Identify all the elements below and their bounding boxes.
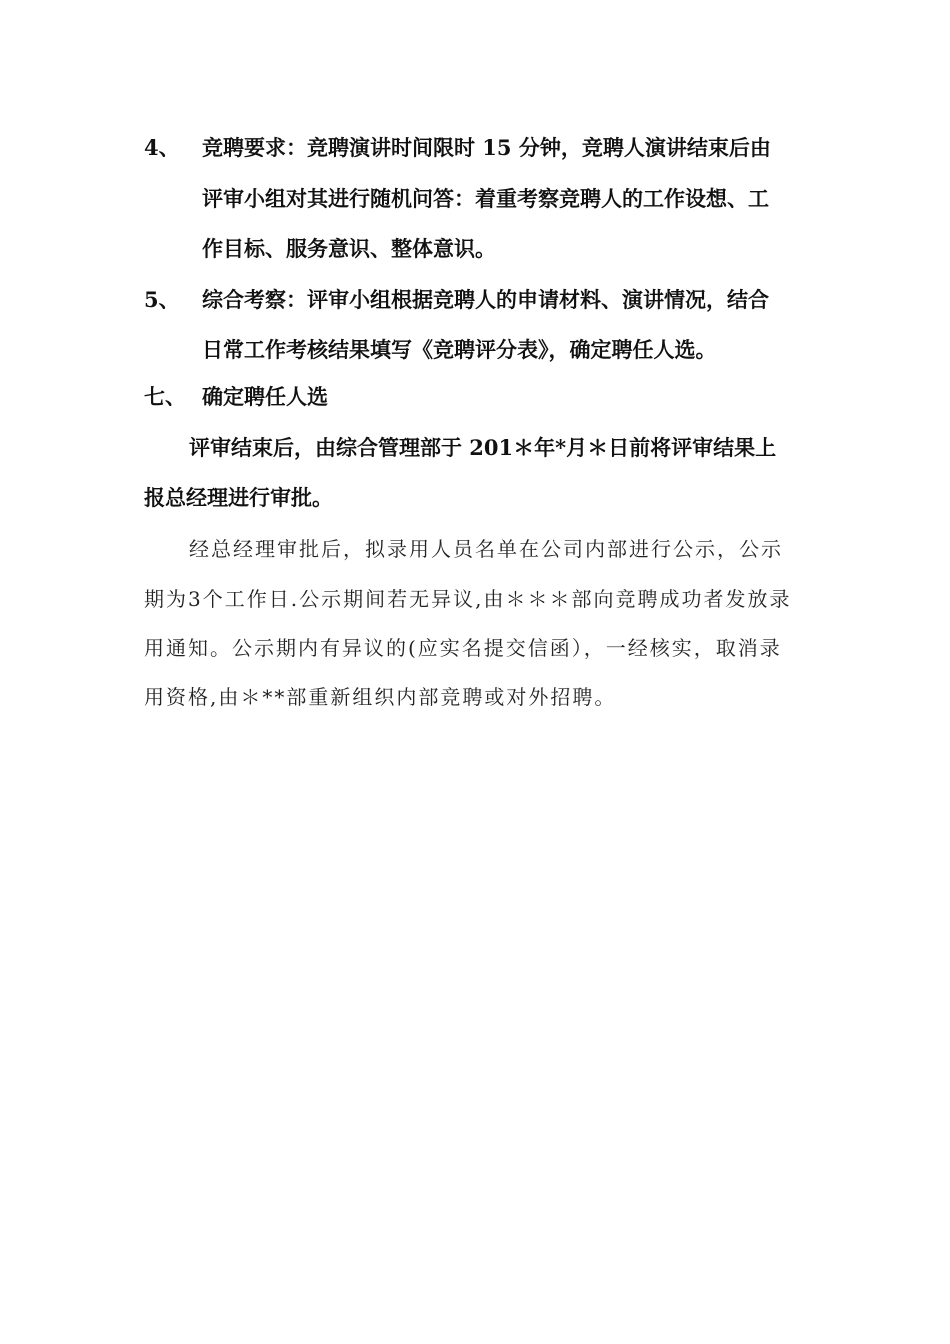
section-7-title: 确定聘任人选 xyxy=(202,384,328,409)
normal-paragraph-line-3: 用通知。公示期内有异议的(应实名提交信函），一经核实，取消录 xyxy=(144,636,782,660)
bold-paragraph-line-2: 报总经理进行审批。 xyxy=(144,485,333,510)
item-5-number: 5、 xyxy=(144,287,180,312)
item-4-line-3: 作目标、服务意识、整体意识。 xyxy=(202,236,496,261)
item-5-line-2: 日常工作考核结果填写《竞聘评分表》，确定聘任人选。 xyxy=(202,337,717,362)
section-7-number: 七、 xyxy=(144,384,186,409)
normal-paragraph-line-2: 期为3个工作日.公示期间若无异议,由＊＊＊部向竞聘成功者发放录 xyxy=(144,587,792,611)
item-4-line-2: 评审小组对其进行随机问答：着重考察竞聘人的工作设想、工 xyxy=(202,186,769,211)
item-5-line-1: 综合考察：评审小组根据竞聘人的申请材料、演讲情况，结合 xyxy=(202,287,769,312)
item-4-line-1: 竞聘要求：竞聘演讲时间限时 15 分钟，竞聘人演讲结束后由 xyxy=(202,135,771,160)
normal-paragraph-line-4: 用资格,由＊**部重新组织内部竞聘或对外招聘。 xyxy=(144,685,617,709)
item-4-number: 4、 xyxy=(144,135,180,160)
normal-paragraph-line-1: 经总经理审批后，拟录用人员名单在公司内部进行公示，公示 xyxy=(189,537,783,561)
bold-paragraph-line-1: 评审结束后，由综合管理部于 201＊年*月＊日前将评审结果上 xyxy=(189,435,777,460)
